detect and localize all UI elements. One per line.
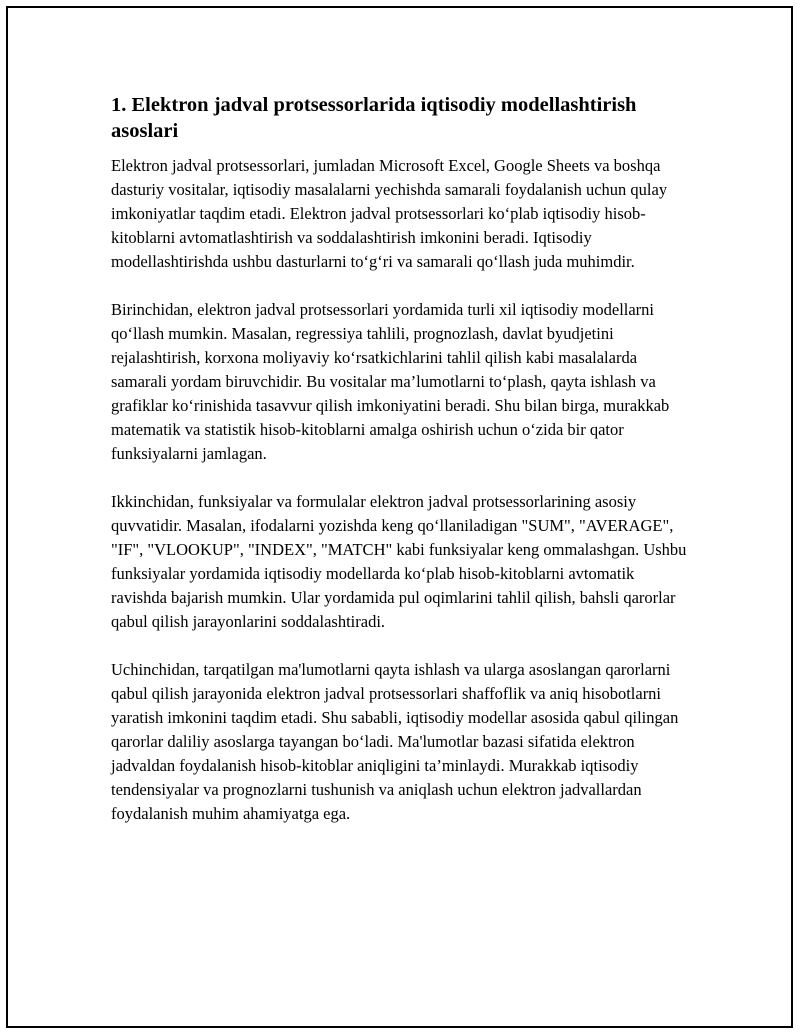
- paragraph-first: Birinchidan, elektron jadval protsessorlari yordamida turli xil iqtisodiy modellarni qo‘llash mumkin. Masalan, regressiya tahlili, prognozlash, davlat byudjetini rejalashtirish, korxona moliyaviy ko‘rsatkichlarini tahlil qilish kabi masalalarda samarali yordam biruvchidir. Bu vositalar ma’lumotlarni to‘plash, qayta ishlash va grafiklar ko‘rinishida tasavvur qilish imkoniyatini beradi. Shu bilan birga, murakkab matematik va statistik hisob-kitoblarni amalga oshirish uchun o‘zida bir qator funksiyalarni jamlagan.: [111, 300, 670, 463]
- document-title: 1. Elektron jadval protsessorlarida iqtisodiy modellashtirish asoslari: [111, 94, 637, 142]
- paragraph-second: Ikkinchidan, funksiyalar va formulalar elektron jadval protsessorlarining asosiy quvvatidir. Masalan, ifodalarni yozishda keng qo‘llaniladigan "SUM", "AVERAGE", "IF", "VLOOKUP", "INDEX", "MATCH" kabi funksiyalar keng ommalashgan. Ushbu funksiyalar yordamida iqtisodiy modellarda ko‘plab hisob-kitoblarni avtomatik ravishda bajarish mumkin. Ular yordamida pul oqimlarini tahlil qilish, bahsli qarorlar qabul qilish jarayonlarini soddalashtiradi.: [111, 492, 687, 631]
- paragraph-intro: Elektron jadval protsessorlari, jumladan Microsoft Excel, Google Sheets va boshqa dasturiy vositalar, iqtisodiy masalalarni yechishda samarali foydalanish uchun qulay imkoniyatlar taqdim etadi. Elektron jadval protsessorlari ko‘plab iqtisodiy hisob-kitoblarni avtomatlashtirish va soddalashtirish imkonini beradi. Iqtisodiy modellashtirishda ushbu dasturlarni to‘g‘ri va samarali qo‘llash juda muhimdir.: [111, 156, 668, 271]
- document-body: [111, 92, 689, 826]
- paragraph-third: Uchinchidan, tarqatilgan ma'lumotlarni qayta ishlash va ularga asoslangan qarorlarni qabul qilish jarayonida elektron jadval protsessorlari shaffoflik va aniq hisobotlarni yaratish imkonini taqdim etadi. Shu sababli, iqtisodiy modellar asosida qabul qilingan qarorlar daliliy asoslarga tayangan bo‘ladi. Ma'lumotlar bazasi sifatida elektron jadvaldan foydalanish hisob-kitoblar aniqligini ta’minlaydi. Murakkab iqtisodiy tendensiyalar va prognozlarni tushunish va aniqlash uchun elektron jadvallardan foydalanish muhim ahamiyatga ega.: [111, 660, 679, 823]
